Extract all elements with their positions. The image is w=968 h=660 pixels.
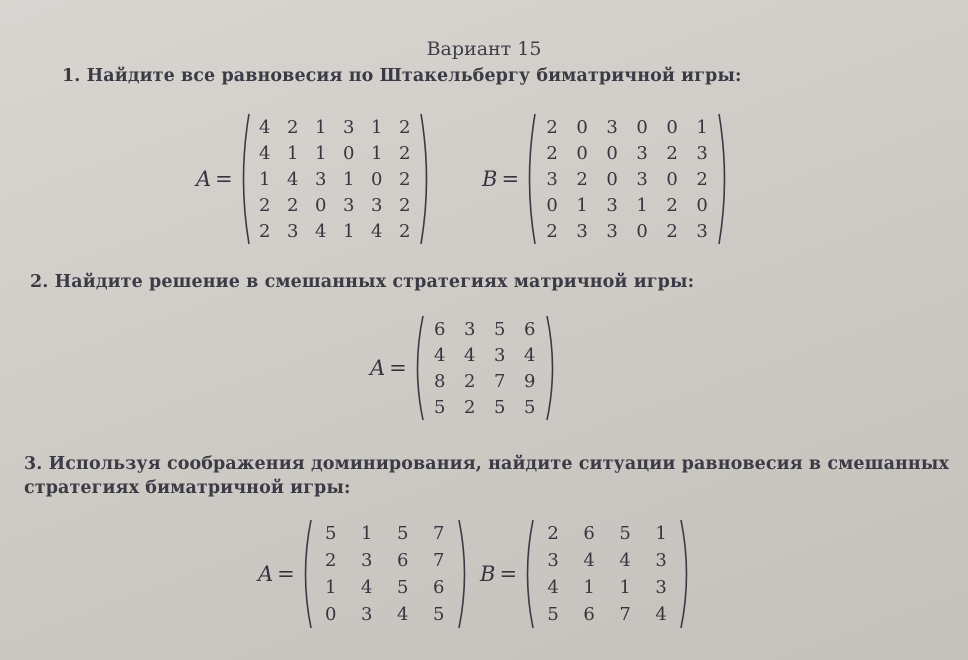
variant-title: Вариант 15 <box>426 38 542 60</box>
matrix-name: B <box>482 167 498 191</box>
matrix-cell: 6 <box>583 604 595 625</box>
matrix-row <box>537 114 717 140</box>
problem-1-matrix-a <box>196 112 433 246</box>
problem-3-matrix-b <box>480 518 693 630</box>
matrix-cell: 5 <box>433 604 445 625</box>
matrix-cell: 2 <box>399 194 411 216</box>
matrix-cell: 6 <box>434 318 446 340</box>
matrix-cell: 7 <box>433 523 445 544</box>
matrix-cell: 2 <box>666 194 678 216</box>
right-parenthesis <box>457 518 471 630</box>
right-parenthesis <box>717 112 731 246</box>
matrix-cell: 3 <box>636 168 648 190</box>
matrix-cell: 0 <box>606 168 618 190</box>
matrix-cell: 0 <box>371 168 383 190</box>
matrix-cell: 4 <box>524 344 536 366</box>
matrix-cell: 3 <box>464 318 476 340</box>
matrix-cell: 1 <box>287 142 299 164</box>
left-parenthesis <box>237 112 251 246</box>
matrix-cell: 3 <box>361 550 373 571</box>
matrix-label <box>196 167 233 191</box>
matrix-cell: 1 <box>636 194 648 216</box>
matrix-cell: 2 <box>464 370 476 392</box>
matrix-cell: 5 <box>434 396 446 418</box>
equals-sign: = <box>277 562 295 586</box>
matrix-cell: 0 <box>606 142 618 164</box>
matrix-cell: 5 <box>397 577 409 598</box>
matrix-cell: 3 <box>655 550 667 571</box>
matrix-row <box>425 394 545 420</box>
matrix-cell: 6 <box>397 550 409 571</box>
matrix-cell: 5 <box>547 604 559 625</box>
matrix-cell: 3 <box>606 116 618 138</box>
matrix-cell: 9 <box>524 370 536 392</box>
matrix-cell: 5 <box>397 523 409 544</box>
left-parenthesis <box>411 314 425 422</box>
matrix-row <box>535 547 679 574</box>
matrix-name: A <box>196 167 212 191</box>
matrix-cell: 3 <box>371 194 383 216</box>
matrix-label <box>480 562 517 586</box>
matrix-cell: 1 <box>371 142 383 164</box>
matrix-cell: 4 <box>315 220 327 242</box>
equals-sign: = <box>215 167 233 191</box>
matrix-cell: 8 <box>434 370 446 392</box>
matrix-cell: 6 <box>433 577 445 598</box>
matrix-row <box>251 218 419 244</box>
right-parenthesis <box>545 314 559 422</box>
matrix-cell: 6 <box>524 318 536 340</box>
problem-1-statement: 1. Найдите все равновесия по Штакельбергу биматричной игры: <box>62 66 742 86</box>
matrix-row <box>251 114 419 140</box>
matrix-cell: 1 <box>696 116 708 138</box>
matrix-cell: 1 <box>655 523 667 544</box>
matrix-cell: 3 <box>636 142 648 164</box>
matrix-cell: 1 <box>583 577 595 598</box>
matrix-cell: 2 <box>259 220 271 242</box>
matrix-cell: 4 <box>583 550 595 571</box>
matrix-cell: 4 <box>259 116 271 138</box>
matrix-row <box>535 574 679 601</box>
matrix-cell: 1 <box>343 168 355 190</box>
problem-1-matrix-b <box>482 112 731 246</box>
matrix-cell: 4 <box>655 604 667 625</box>
matrix-cell: 3 <box>696 220 708 242</box>
matrix-cell: 2 <box>325 550 337 571</box>
matrix-row <box>537 140 717 166</box>
matrix-cell: 2 <box>547 523 559 544</box>
matrix-cell: 2 <box>666 220 678 242</box>
matrix-name: A <box>370 356 386 380</box>
matrix-cell: 2 <box>666 142 678 164</box>
matrix-name: A <box>258 562 274 586</box>
matrix-row <box>537 192 717 218</box>
problem-3-matrix-a <box>258 518 471 630</box>
left-parenthesis <box>521 518 535 630</box>
matrix-cell: 0 <box>636 116 648 138</box>
matrix-cell: 4 <box>371 220 383 242</box>
matrix-cell: 3 <box>343 194 355 216</box>
matrix-cell: 5 <box>524 396 536 418</box>
matrix-cell: 2 <box>546 116 558 138</box>
matrix-cell: 1 <box>361 523 373 544</box>
matrix-cell: 2 <box>464 396 476 418</box>
matrix-cell: 1 <box>315 116 327 138</box>
right-parenthesis <box>679 518 693 630</box>
matrix-cell: 2 <box>399 116 411 138</box>
matrix-cell: 2 <box>696 168 708 190</box>
matrix-cell: 0 <box>576 116 588 138</box>
matrix-cell: 2 <box>259 194 271 216</box>
matrix-cell: 0 <box>546 194 558 216</box>
matrix-cell: 3 <box>547 550 559 571</box>
matrix-row <box>313 601 457 628</box>
matrix-row <box>537 218 717 244</box>
matrix-cell: 4 <box>361 577 373 598</box>
right-parenthesis <box>419 112 433 246</box>
matrix-cell: 1 <box>576 194 588 216</box>
matrix-row <box>251 192 419 218</box>
matrix-cell: 5 <box>325 523 337 544</box>
matrix-row <box>251 140 419 166</box>
matrix-row <box>313 520 457 547</box>
left-parenthesis <box>523 112 537 246</box>
matrix-cell: 2 <box>546 142 558 164</box>
matrix-cell: 2 <box>546 220 558 242</box>
matrix-label <box>370 356 407 380</box>
matrix-cell: 2 <box>399 142 411 164</box>
matrix-cell: 1 <box>343 220 355 242</box>
matrix-cell: 3 <box>606 194 618 216</box>
matrix-cell: 7 <box>433 550 445 571</box>
matrix-cell: 5 <box>494 396 506 418</box>
matrix-cell: 7 <box>494 370 506 392</box>
matrix-entries <box>537 114 717 244</box>
matrix-cell: 0 <box>576 142 588 164</box>
matrix-cell: 1 <box>619 577 631 598</box>
matrix-cell: 1 <box>371 116 383 138</box>
matrix-cell: 3 <box>606 220 618 242</box>
matrix-label <box>258 562 295 586</box>
matrix-cell: 3 <box>576 220 588 242</box>
problem-2-statement: 2. Найдите решение в смешанных стратегиях матричной игры: <box>30 272 695 292</box>
matrix-cell: 1 <box>259 168 271 190</box>
matrix-cell: 0 <box>666 116 678 138</box>
matrix-row <box>251 166 419 192</box>
matrix-cell: 2 <box>576 168 588 190</box>
matrix-label <box>482 167 519 191</box>
matrix-entries <box>313 520 457 628</box>
matrix-row <box>313 574 457 601</box>
left-parenthesis <box>299 518 313 630</box>
matrix-cell: 4 <box>287 168 299 190</box>
matrix-cell: 2 <box>287 116 299 138</box>
matrix-entries <box>425 316 545 420</box>
matrix-cell: 4 <box>464 344 476 366</box>
matrix-cell: 0 <box>325 604 337 625</box>
matrix-cell: 2 <box>399 168 411 190</box>
matrix-cell: 2 <box>287 194 299 216</box>
matrix-cell: 7 <box>619 604 631 625</box>
matrix-cell: 1 <box>315 142 327 164</box>
matrix-row <box>425 316 545 342</box>
matrix-cell: 5 <box>494 318 506 340</box>
matrix-cell: 0 <box>666 168 678 190</box>
matrix-cell: 2 <box>399 220 411 242</box>
matrix-row <box>535 601 679 628</box>
matrix-row <box>425 368 545 394</box>
matrix-entries <box>535 520 679 628</box>
matrix-cell: 4 <box>397 604 409 625</box>
equals-sign: = <box>389 356 407 380</box>
matrix-name: B <box>480 562 496 586</box>
matrix-cell: 4 <box>547 577 559 598</box>
matrix-row <box>313 547 457 574</box>
matrix-cell: 4 <box>619 550 631 571</box>
matrix-cell: 1 <box>325 577 337 598</box>
matrix-row <box>425 342 545 368</box>
matrix-cell: 5 <box>619 523 631 544</box>
matrix-cell: 0 <box>343 142 355 164</box>
matrix-cell: 3 <box>546 168 558 190</box>
problem-3-statement: 3. Используя соображения доминирования, найдите ситуации равновесия в смешанных стратегиях биматричной игры: <box>24 454 950 498</box>
equals-sign: = <box>499 562 518 586</box>
problem-2-matrix-a <box>370 314 559 422</box>
matrix-cell: 4 <box>434 344 446 366</box>
matrix-cell: 6 <box>583 523 595 544</box>
matrix-cell: 3 <box>655 577 667 598</box>
matrix-cell: 0 <box>315 194 327 216</box>
matrix-cell: 3 <box>287 220 299 242</box>
matrix-cell: 3 <box>494 344 506 366</box>
matrix-cell: 0 <box>696 194 708 216</box>
matrix-cell: 4 <box>259 142 271 164</box>
matrix-cell: 3 <box>315 168 327 190</box>
matrix-row <box>537 166 717 192</box>
matrix-cell: 3 <box>696 142 708 164</box>
matrix-entries <box>251 114 419 244</box>
matrix-cell: 3 <box>361 604 373 625</box>
equals-sign: = <box>501 167 520 191</box>
matrix-cell: 3 <box>343 116 355 138</box>
matrix-row <box>535 520 679 547</box>
matrix-cell: 0 <box>636 220 648 242</box>
